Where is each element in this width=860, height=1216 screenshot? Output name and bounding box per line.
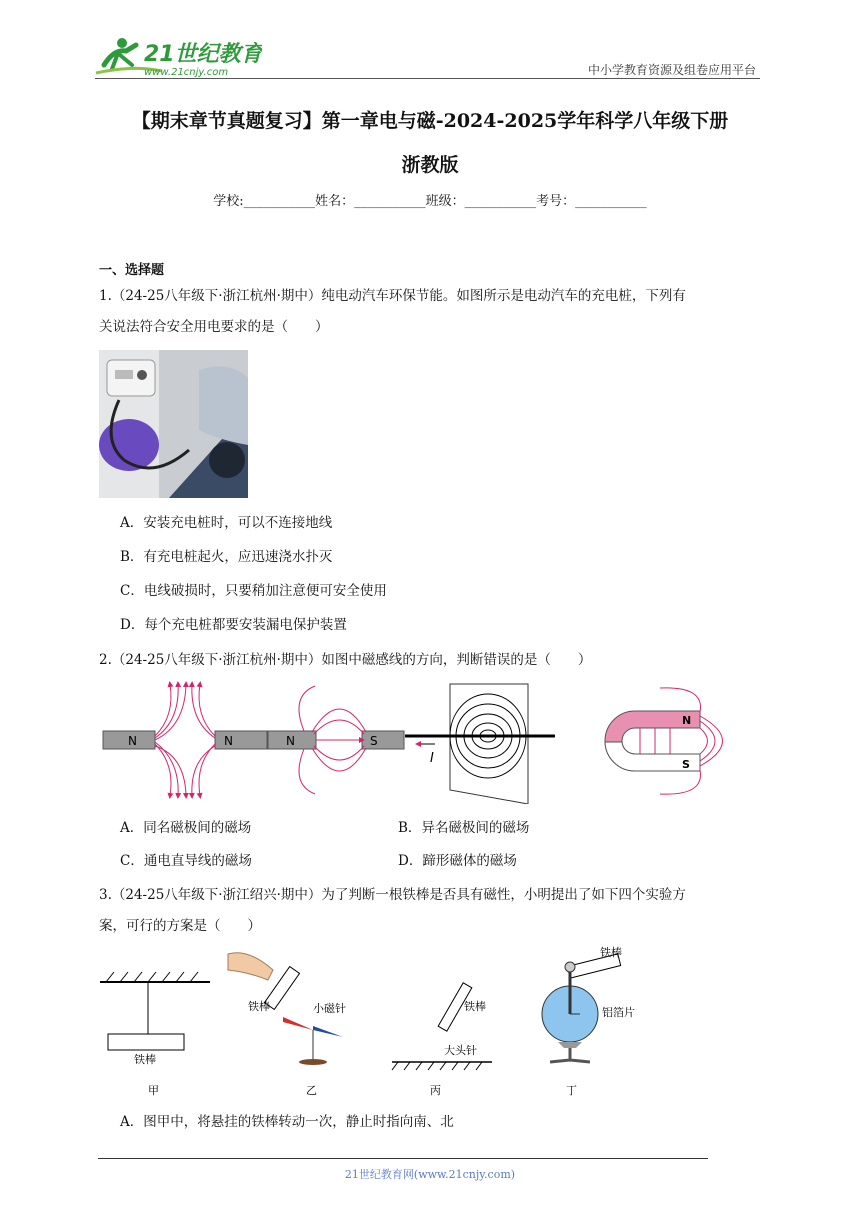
svg-text:铁棒: 铁棒 [600,946,622,959]
page-title-line2: 浙教版 [401,154,459,176]
q2-option-a: A．同名磁极间的磁场 [120,820,252,836]
magnetic-field-figures [100,676,750,804]
figure-yi [228,953,346,1097]
figure-bing [392,983,492,1097]
svg-text:小磁针: 小磁针 [313,1002,346,1015]
figure-horseshoe-magnet [605,688,723,794]
svg-text:铁棒: 铁棒 [134,1053,156,1066]
svg-text:铁棒: 铁棒 [248,1000,270,1013]
svg-text:丙: 丙 [430,1084,441,1097]
figure-opposite-poles [268,686,404,794]
svg-text:丁: 丁 [566,1084,577,1097]
q1-option-b: B．有充电桩起火，应迅速浇水扑灭 [120,549,333,565]
svg-text:N: N [682,714,692,727]
svg-text:铝箔片: 铝箔片 [602,1006,635,1019]
q2-option-d: D．蹄形磁体的磁场 [398,853,517,869]
brand-logo [92,35,262,80]
svg-text:21世纪教育: 21世纪教育 [144,42,262,67]
figure-ding [542,945,635,1097]
figure-current-wire [405,684,555,804]
question-3-stem: 3.（24-25八年级下·浙江绍兴·期中）为了判断一根铁棒是否具有磁性，小明提出了如下四个实验方 案，可行的方案是（ ） [99,887,686,934]
svg-text:甲: 甲 [148,1084,159,1097]
question-1-stem: 1.（24-25八年级下·浙江杭州·期中）纯电动汽车环保节能。如图所示是电动汽车的充电桩，下列有 关说法符合安全用电要求的是（ ） [99,288,686,335]
q1-option-c: C．电线破损时，只要稍加注意便可安全使用 [120,583,387,599]
figure-jia [100,972,210,1097]
svg-text:www.21cnjy.com: www.21cnjy.com [144,67,229,78]
q2-option-c: C．通电直导线的磁场 [120,853,252,869]
charging-pile-photo [99,350,248,498]
header-divider [95,78,760,79]
svg-text:I: I [430,751,434,766]
svg-text:N: N [286,734,295,748]
svg-text:S: S [682,758,690,771]
page-title-line1: 【期末章节真题复习】第一章电与磁-2024-2025学年科学八年级下册 [131,110,729,132]
q1-option-a: A．安装充电桩时，可以不连接地线 [120,515,333,531]
figure-same-poles [103,684,267,796]
student-info-line: 学校:___________姓名：___________班级：___________考号：___________ [213,194,647,209]
q3-option-a: A．图甲中，将悬挂的铁棒转动一次，静止时指向南、北 [120,1114,454,1130]
question-2-stem: 2.（24-25八年级下·浙江杭州·期中）如图中磁感线的方向，判断错误的是（ ） [99,652,592,668]
footer-link[interactable]: 21世纪教育网(www.21cnjy.com) [344,1168,516,1181]
site-tag: 中小学教育资源及组卷应用平台 [587,63,756,77]
magnetism-test-figures [98,942,678,1102]
section-title: 一、选择题 [99,263,165,278]
svg-text:N: N [128,734,137,748]
q1-option-d: D．每个充电桩都要安装漏电保护装置 [120,617,347,633]
footer-divider [98,1158,708,1159]
svg-text:铁棒: 铁棒 [464,1000,486,1013]
svg-text:N: N [224,734,233,748]
svg-text:大头针: 大头针 [444,1044,477,1057]
svg-text:乙: 乙 [306,1084,317,1097]
q2-option-b: B．异名磁极间的磁场 [398,820,530,836]
svg-text:S: S [370,734,378,748]
